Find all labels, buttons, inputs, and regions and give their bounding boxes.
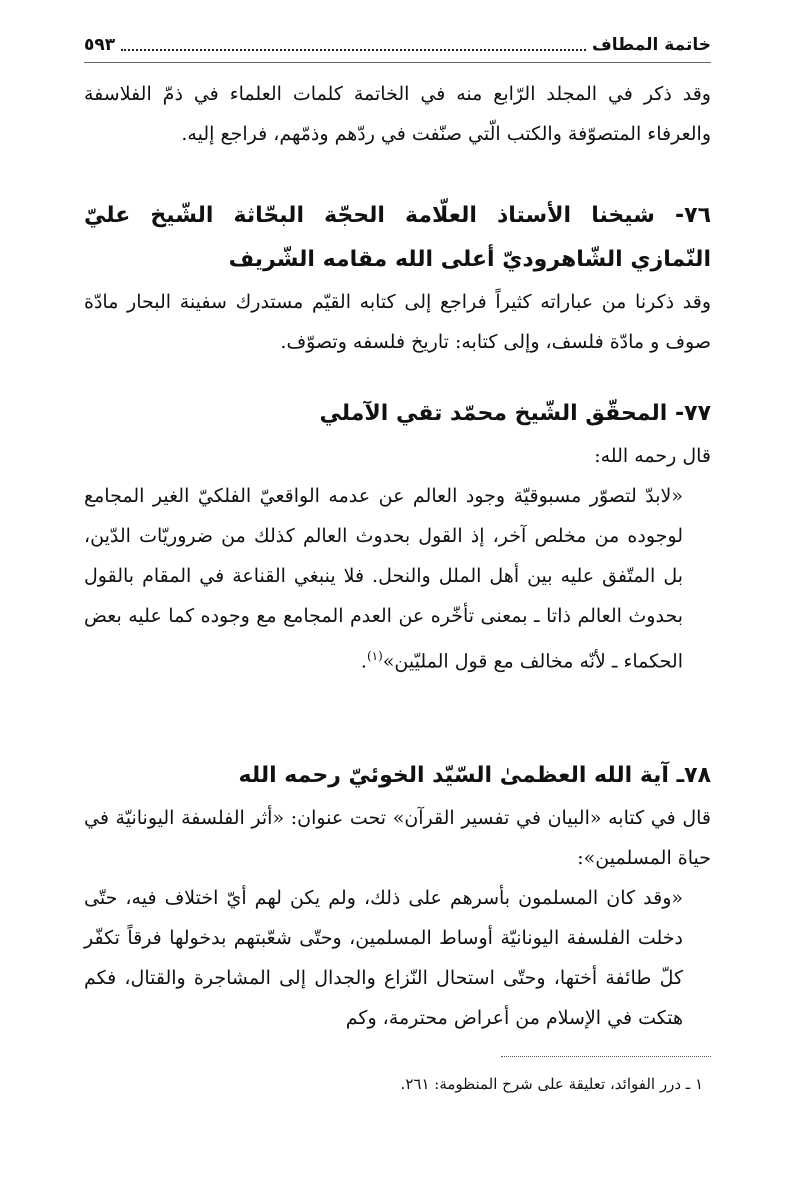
footnote-rule (501, 1056, 711, 1057)
footnote: ١ ـ درر الفوائد، تعليقة على شرح المنظومة: ٢٦١. (400, 1075, 703, 1093)
running-header (84, 30, 711, 60)
header-leader-dots (121, 39, 586, 51)
section-78-heading: ٧٨ـ آية الله العظمىٰ السّيّد الخوئيّ رحمه الله (238, 763, 711, 788)
quote-end-mark: . (360, 650, 367, 673)
intro-block (84, 74, 711, 154)
section-76-heading: ٧٦- شيخنا الأستاذ العلّامة الحجّة البحّاثة الشّيخ عليّ النّمازي الشّاهروديّ أعلى الله مقامه الشّريف (84, 203, 711, 272)
section-77-heading: ٧٧- المحقّق الشّيخ محمّد تقي الآملي (319, 401, 711, 426)
header-rule (84, 62, 711, 63)
section-77-quote (84, 476, 683, 681)
section-76-paragraph: وقد ذكرنا من عباراته كثيراً فراجع إلى كتابه القيّم مستدرك سفينة البحار مادّة صوف و مادّة فلسف، وإلى كتابه: تاريخ فلسفه وتصوّف. (84, 291, 711, 353)
section-76 (84, 194, 711, 362)
section-78-quote: «وقد كان المسلمون بأسرهم على ذلك، ولم يكن لهم أيّ اختلاف فيه، حتّى دخلت الفلسفة اليونانيّة أوساط المسلمين، وحتّى شعّبتهم بدخولها فرقاً تكفّر كلّ طائفة أختها، وحتّى استحال النّزاع والجدال إلى المشاجرة والقتال، فكم هتكت في الإسلام من أعراض محترمة، وكم (84, 887, 683, 1029)
section-77-quote-text: «لابدّ لتصوّر مسبوقيّة وجود العالم عن عدمه الواقعيّ الفلكيّ الغير المجامع لوجوده من مخلص آخر، إذ القول بحدوث العالم كذلك من ضروريّات الدّين، بل المتّفق عليه بين أهل الملل والنحل. فلا ينبغي القناعة في المقام بالقول بحدوث العالم ذاتا ـ بمعنى تأخّره عن العدم المجامع مع وجوده كما عليه بعض الحكماء ـ لأنّه مخالف مع قول المليّين» (84, 485, 683, 673)
section-77 (84, 392, 711, 681)
section-78 (84, 754, 711, 1038)
page-number: ٥٩٣ (84, 35, 116, 55)
section-78-intro: قال في كتابه «البيان في تفسير القرآن» تحت عنوان: «أثر الفلسفة اليونانيّة في حياة المسلمين»: (84, 807, 711, 869)
intro-paragraph: وقد ذكر في المجلد الرّابع منه في الخاتمة كلمات العلماء في ذمّ الفلاسفة والعرفاء المتصوّفة والكتب الّتي صنّفت في ردّهم وذمّهم، فراجع إليه. (84, 83, 711, 145)
section-77-intro: قال رحمه الله: (594, 445, 711, 467)
footnote-marker: (١) (366, 649, 383, 663)
header-title: خاتمة المطاف (592, 35, 711, 55)
